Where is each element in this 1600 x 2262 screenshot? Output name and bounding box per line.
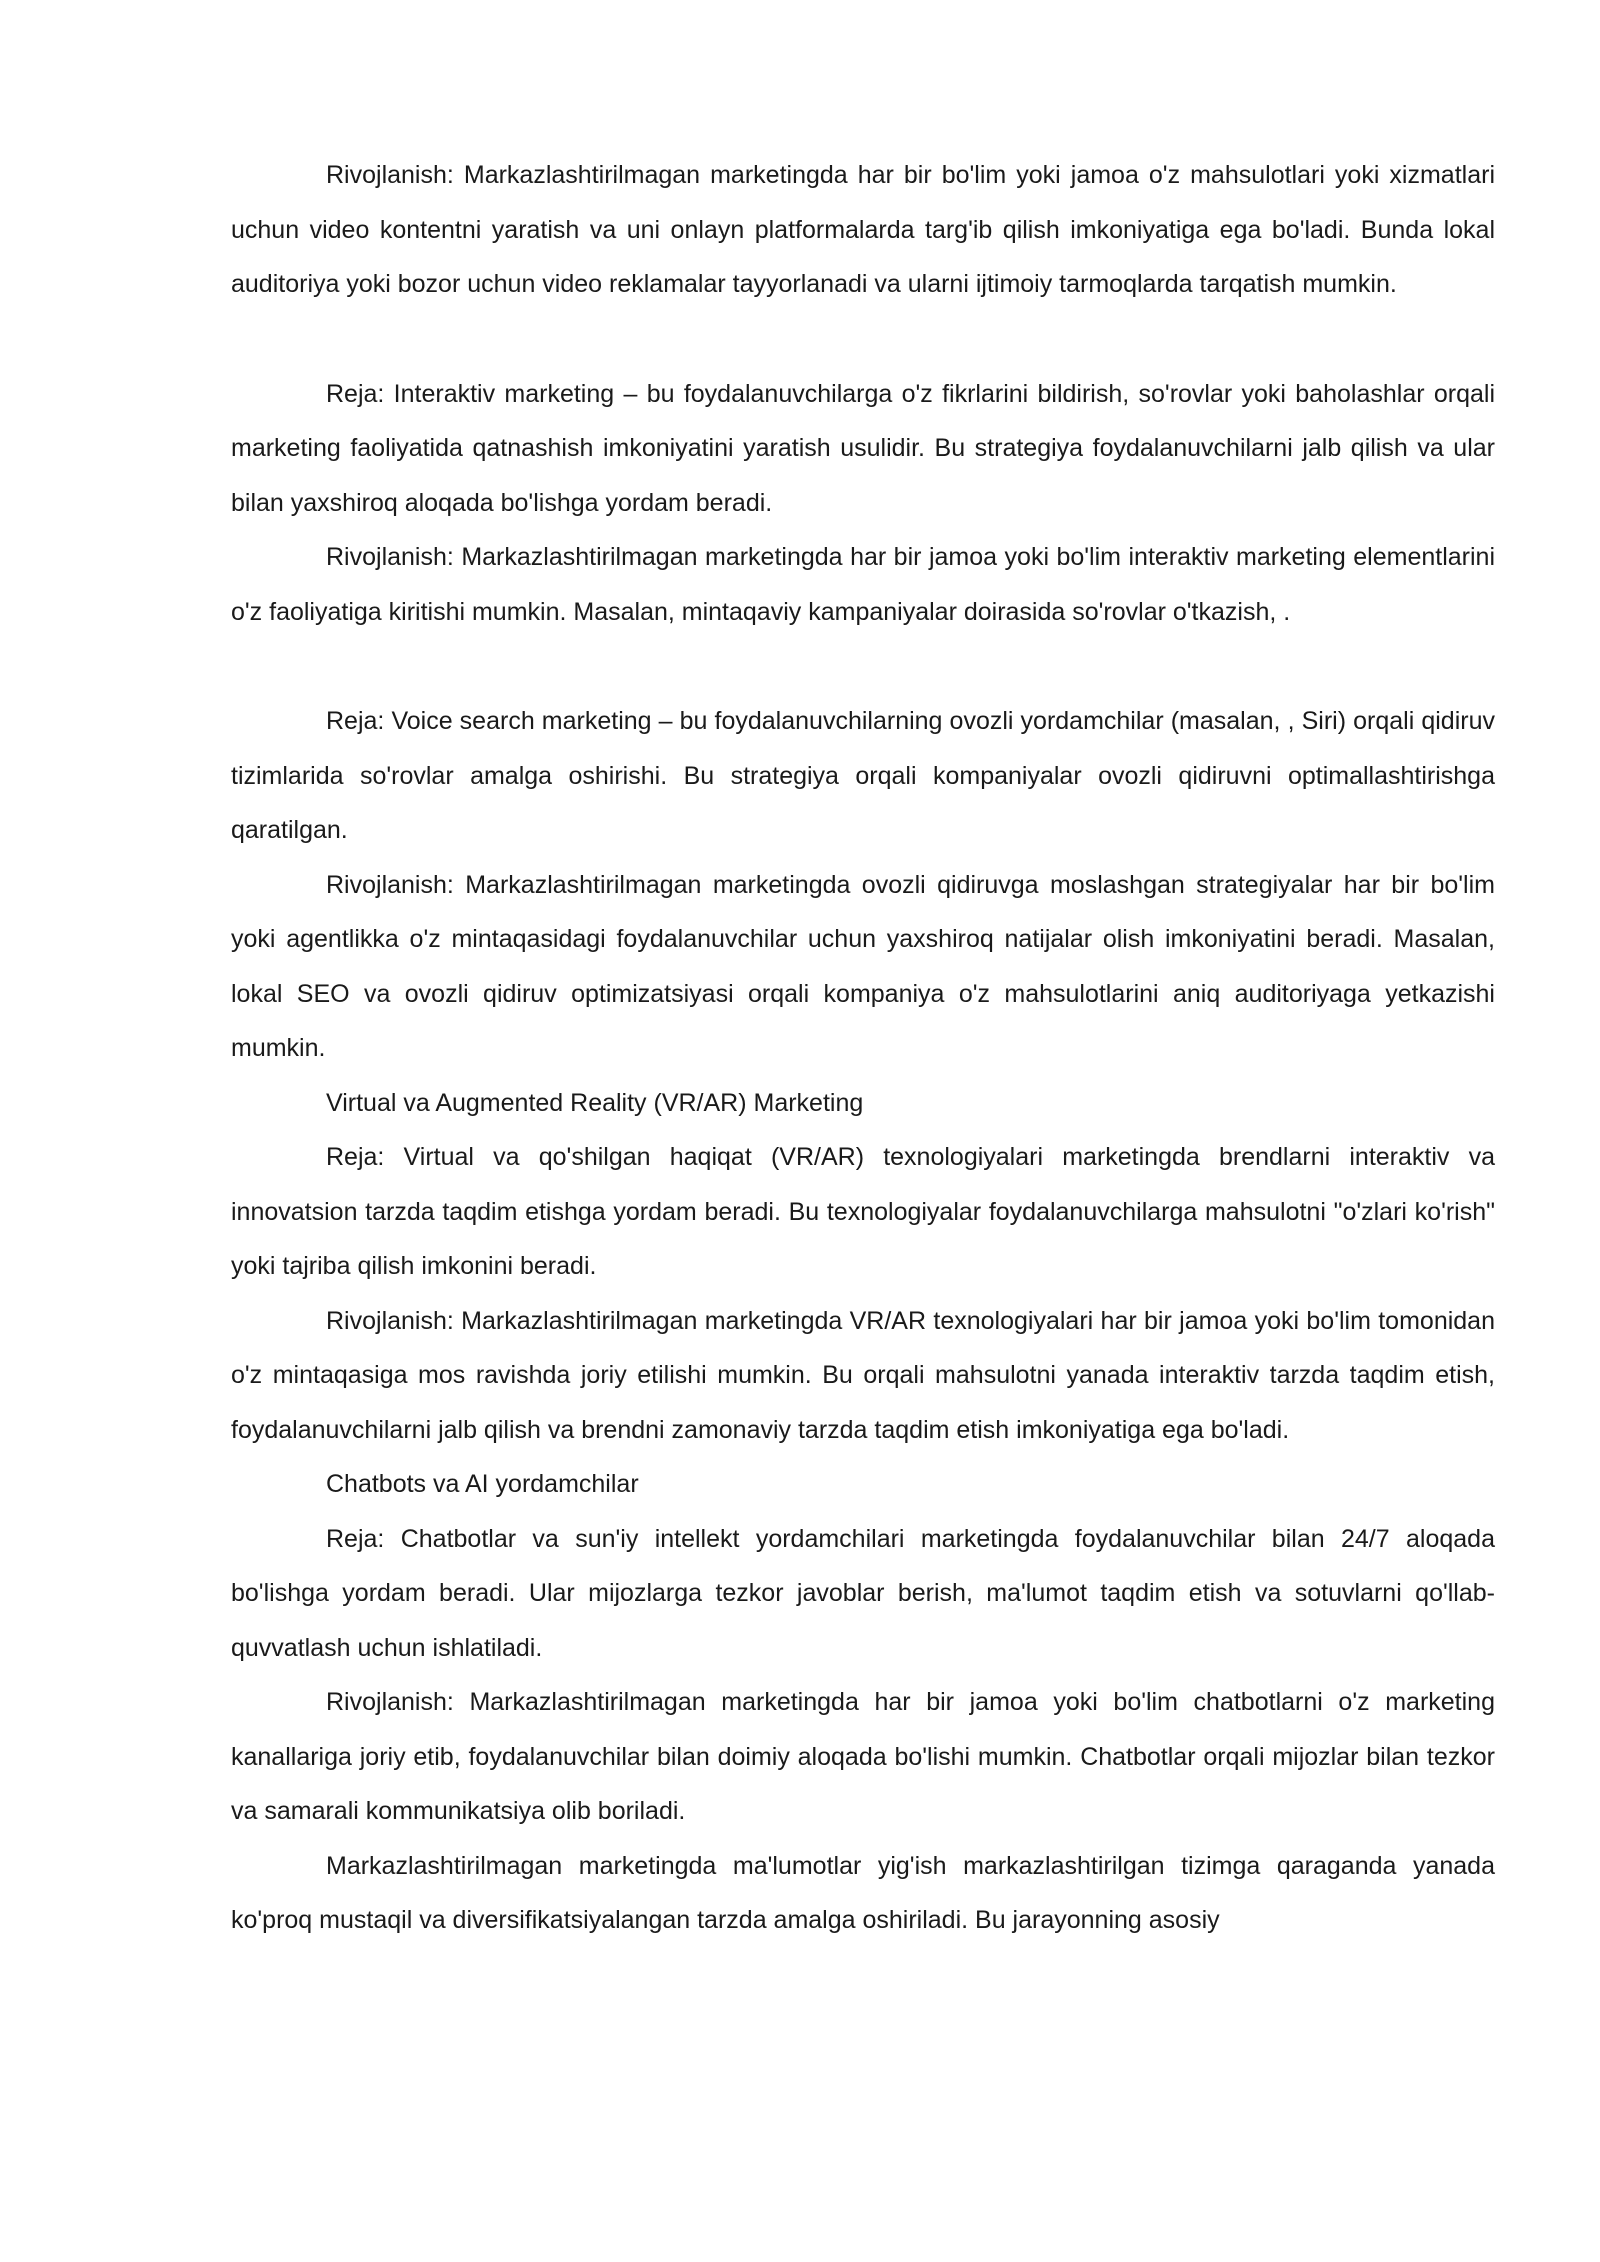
document-body	[231, 148, 1495, 1948]
paragraph-spacer	[231, 639, 1495, 694]
section-heading-chatbots: Chatbots va AI yordamchilar	[326, 1470, 639, 1498]
paragraph-chatbots-plan: Reja: Chatbotlar va sun'iy intellekt yordamchilari marketingda foydalanuvchilar bilan 24/7 aloqada bo'lishga yordam beradi. Ular mijozlarga tezkor javoblar berish, ma'lumot taqdim etish va sotuvlarni qo'llab-quvvatlash uchun ishlatiladi.	[231, 1524, 1495, 1662]
paragraph-video-development: Rivojlanish: Markazlashtirilmagan marketingda har bir bo'lim yoki jamoa o'z mahsulotlari yoki xizmatlari uchun video kontentni yaratish va uni onlayn platformalarda targ'ib qilish imkoniyatiga ega bo'ladi. Bunda lokal auditoriya yoki bozor uchun video reklamalar tayyorlanadi va ularni ijtimoiy tarmoqlarda tarqatish mumkin.	[231, 161, 1495, 298]
paragraph-spacer	[231, 312, 1495, 367]
paragraph-voice-search-plan: Reja: Voice search marketing – bu foydalanuvchilarning ovozli yordamchilar (masalan, , Siri) orqali qidiruv tizimlarida so'rovlar amalga oshirishi. Bu strategiya orqali kompaniyalar ovozli qidiruvni optimallashtirishga qaratilgan.	[231, 707, 1495, 844]
paragraph-voice-search-development: Rivojlanish: Markazlashtirilmagan marketingda ovozli qidiruvga moslashgan strategiyalar har bir bo'lim yoki agentlikka o'z mintaqasidagi foydalanuvchilar uchun yaxshiroq natijalar olish imkoniyatini beradi. Masalan, lokal SEO va ovozli qidiruv optimizatsiyasi orqali kompaniya o'z mahsulotlarini aniq auditoriyaga yetkazishi mumkin.	[231, 870, 1495, 1062]
section-heading-vr-ar: Virtual va Augmented Reality (VR/AR) Marketing	[326, 1088, 864, 1117]
paragraph-vr-ar-development: Rivojlanish: Markazlashtirilmagan marketingda VR/AR texnologiyalari har bir jamoa yoki bo'lim tomonidan o'z mintaqasiga mos ravishda joriy etilishi mumkin. Bu orqali mahsulotni yanada interaktiv tarzda taqdim etish, foydalanuvchilarni jalb qilish va brendni zamonaviy tarzda taqdim etish imkoniyatiga ega bo'ladi.	[231, 1306, 1495, 1444]
paragraph-vr-ar-plan: Reja: Virtual va qo'shilgan haqiqat (VR/AR) texnologiyalari marketingda brendlarni interaktiv va innovatsion tarzda taqdim etishga yordam beradi. Bu texnologiyalar foydalanuvchilarga mahsulotni "o'zlari ko'rish" yoki tajriba qilish imkonini beradi.	[231, 1143, 1495, 1280]
paragraph-interactive-development: Rivojlanish: Markazlashtirilmagan marketingda har bir jamoa yoki bo'lim interaktiv marketing elementlarini o'z faoliyatiga kiritishi mumkin. Masalan, mintaqaviy kampaniyalar doirasida so'rovlar o'tkazish, .	[231, 543, 1495, 626]
paragraph-chatbots-development: Rivojlanish: Markazlashtirilmagan marketingda har bir jamoa yoki bo'lim chatbotlarni o'z marketing kanallariga joriy etib, foydalanuvchilar bilan doimiy aloqada bo'lishi mumkin. Chatbotlar orqali mijozlar bilan tezkor va samarali kommunikatsiya olib boriladi.	[231, 1688, 1495, 1825]
paragraph-interactive-plan: Reja: Interaktiv marketing – bu foydalanuvchilarga o'z fikrlarini bildirish, so'rovlar yoki baholashlar orqali marketing faoliyatida qatnashish imkoniyatini yaratish usulidir. Bu strategiya foydalanuvchilarni jalb qilish va ular bilan yaxshiroq aloqada bo'lishga yordam beradi.	[231, 379, 1495, 517]
paragraph-data-collection: Markazlashtirilmagan marketingda ma'lumotlar yig'ish markazlashtirilgan tizimga qaraganda yanada ko'proq mustaqil va diversifikatsiyalangan tarzda amalga oshiriladi. Bu jarayonning asosiy	[231, 1851, 1495, 1934]
